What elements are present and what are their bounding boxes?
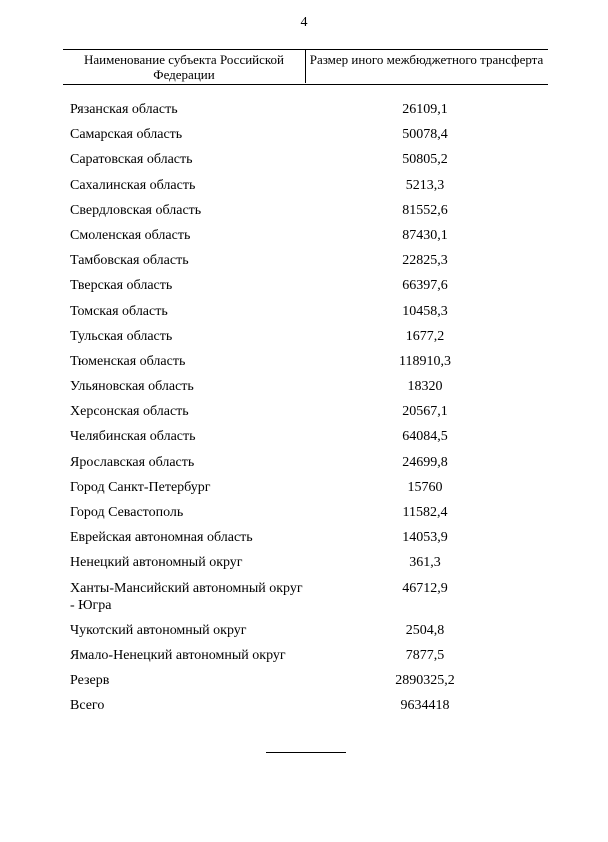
table-row bbox=[0, 403, 608, 428]
table-row bbox=[0, 353, 608, 378]
row-value: 5213,3 bbox=[405, 177, 445, 193]
table-row bbox=[0, 328, 608, 353]
table-row bbox=[0, 126, 608, 151]
row-value: 26109,1 bbox=[402, 102, 448, 117]
table-row bbox=[0, 252, 608, 277]
row-value: 118910,3 bbox=[399, 353, 451, 369]
table-row bbox=[0, 580, 608, 622]
row-name: Город Севастополь bbox=[70, 505, 184, 520]
table-row bbox=[0, 177, 608, 202]
row-name: Чукотский автономный округ bbox=[70, 622, 247, 638]
row-name: Ярославская область bbox=[70, 454, 195, 470]
row-name: Тверская область bbox=[70, 278, 173, 294]
row-name: Ульяновская область bbox=[70, 379, 194, 395]
row-value: 2504,8 bbox=[405, 622, 445, 638]
row-name: Тамбовская область bbox=[70, 253, 189, 269]
row-value: 50805,2 bbox=[402, 152, 448, 168]
table-row bbox=[0, 622, 608, 647]
table-row bbox=[0, 647, 608, 672]
table-row bbox=[0, 479, 608, 504]
table-row bbox=[0, 504, 608, 529]
row-name: Херсонская область bbox=[70, 404, 189, 420]
table-body bbox=[0, 101, 608, 722]
row-value: 22825,3 bbox=[402, 253, 448, 269]
row-name: Смоленская область bbox=[70, 227, 191, 243]
row-value: 1677,2 bbox=[405, 328, 445, 344]
row-name: Город Санкт-Петербург bbox=[70, 479, 211, 495]
column-divider bbox=[305, 49, 306, 83]
row-name: Рязанская область bbox=[70, 102, 178, 117]
row-value: 361,3 bbox=[409, 555, 441, 571]
table-row bbox=[0, 428, 608, 453]
row-value: 64084,5 bbox=[402, 429, 448, 445]
column-header-subject: Наименование субъекта Российской Федерации bbox=[83, 52, 285, 82]
row-value: 15760 bbox=[407, 479, 443, 495]
row-value: 7877,5 bbox=[405, 647, 445, 663]
row-value: 9634418 bbox=[400, 698, 450, 714]
row-name: Свердловская область bbox=[70, 202, 202, 218]
page-number: 4 bbox=[300, 15, 308, 30]
row-name: Сахалинская область bbox=[70, 177, 196, 193]
row-name: Всего bbox=[70, 698, 105, 714]
table-row bbox=[0, 529, 608, 554]
row-value: 11582,4 bbox=[402, 505, 448, 520]
row-name: Самарская область bbox=[70, 127, 183, 143]
table-row bbox=[0, 672, 608, 697]
row-name: Еврейская автономная область bbox=[70, 530, 253, 546]
table-row bbox=[0, 151, 608, 176]
row-value: 46712,9 bbox=[402, 580, 448, 596]
row-value: 50078,4 bbox=[402, 127, 448, 143]
row-name: Ханты-Мансийский автономный округ - Югра bbox=[70, 580, 303, 614]
row-name: Резерв bbox=[70, 672, 110, 688]
row-value: 66397,6 bbox=[402, 278, 448, 294]
end-of-document-line bbox=[266, 752, 346, 753]
row-value: 14053,9 bbox=[402, 530, 448, 546]
row-value: 20567,1 bbox=[402, 404, 448, 420]
column-header-amount: Размер иного межбюджетного трансферта bbox=[309, 52, 544, 67]
row-value: 10458,3 bbox=[402, 303, 448, 319]
row-value: 81552,6 bbox=[402, 202, 448, 218]
table-row bbox=[0, 202, 608, 227]
table-row bbox=[0, 554, 608, 579]
table-row bbox=[0, 303, 608, 328]
table-row bbox=[0, 227, 608, 252]
row-name: Ненецкий автономный округ bbox=[70, 555, 243, 571]
row-value: 24699,8 bbox=[402, 454, 448, 470]
row-name: Томская область bbox=[70, 303, 168, 319]
table-row bbox=[0, 277, 608, 302]
row-value: 87430,1 bbox=[402, 227, 448, 243]
row-name: Саратовская область bbox=[70, 152, 193, 168]
table-row bbox=[0, 101, 608, 126]
row-value: 18320 bbox=[407, 379, 443, 395]
row-name: Ямало-Ненецкий автономный округ bbox=[70, 647, 286, 663]
table-row bbox=[0, 454, 608, 479]
table-row bbox=[0, 378, 608, 403]
row-value: 2890325,2 bbox=[395, 672, 455, 688]
row-name: Челябинская область bbox=[70, 429, 196, 445]
row-name: Тюменская область bbox=[70, 353, 186, 369]
table-row bbox=[0, 697, 608, 722]
row-name: Тульская область bbox=[70, 328, 173, 344]
